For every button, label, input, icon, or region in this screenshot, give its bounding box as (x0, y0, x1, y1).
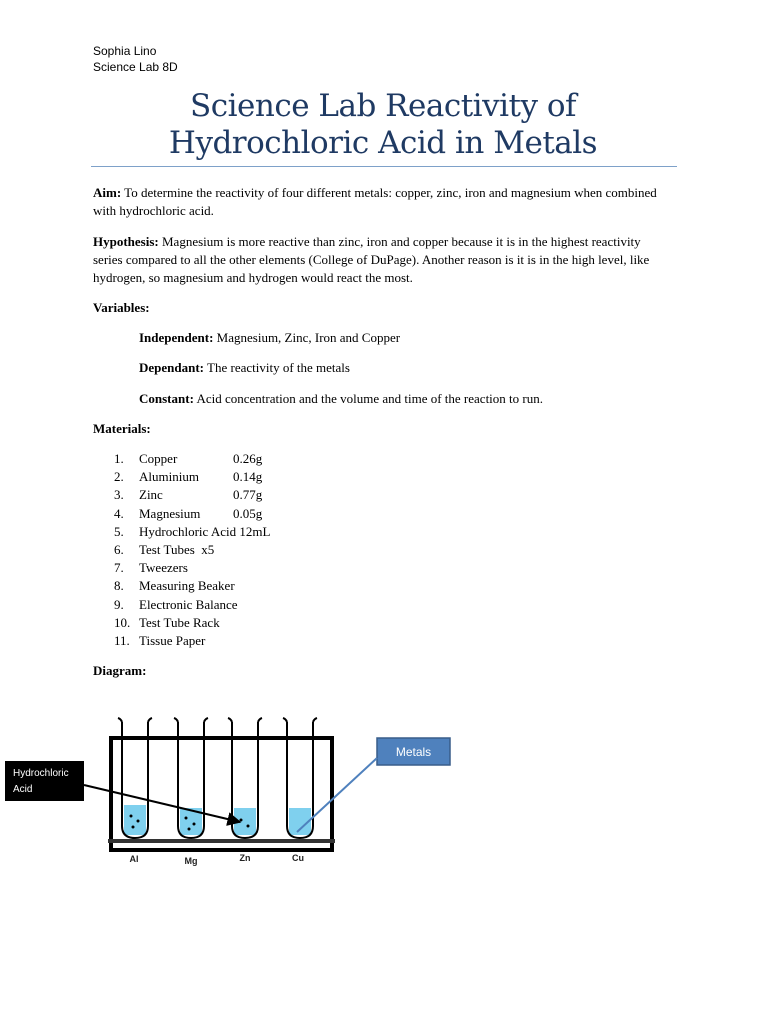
metals-pointer-line (297, 758, 377, 832)
list-item (114, 505, 262, 523)
list-item (114, 450, 262, 468)
metals-label: Metals (395, 745, 432, 759)
title-divider (91, 166, 677, 167)
item-number: 10. (114, 614, 131, 630)
item-number: 11. (114, 633, 130, 649)
list-item (114, 541, 262, 559)
item-number: 6. (114, 542, 124, 558)
aim-paragraph (93, 184, 673, 220)
list-item (114, 577, 262, 595)
item-number: 1. (114, 451, 124, 466)
hypothesis-paragraph (93, 233, 673, 287)
constant-text: Acid concentration and the volume and time of the reaction to run. (193, 391, 543, 406)
constant-label: Constant: (139, 391, 194, 406)
tube-label-cu: Cu (292, 853, 304, 863)
item-quantity: 0.05g (233, 505, 263, 521)
acid-arrow (84, 785, 240, 822)
item-number: 5. (114, 523, 124, 539)
item-name: Magnesium (139, 505, 201, 521)
list-item (114, 523, 271, 541)
item-number: 2. (114, 469, 124, 485)
independent-label: Independent: (139, 330, 214, 345)
metals-callout (297, 738, 450, 832)
tube-label-mg: Mg (184, 856, 198, 866)
list-item (114, 614, 262, 632)
independent-text: Magnesium, Zinc, Iron and Copper (213, 330, 401, 345)
hypothesis-label: Hypothesis: (93, 234, 159, 249)
item-quantity: 0.14g (233, 469, 263, 485)
list-item (114, 559, 262, 577)
document-title: Science Lab Reactivity of Hydrochloric Acid in Metals (168, 88, 598, 161)
list-item (114, 486, 262, 504)
constant-variable (139, 391, 543, 407)
item-number: 9. (114, 596, 124, 612)
item-name: Hydrochloric Acid 12mL (139, 523, 271, 539)
list-item (114, 596, 262, 614)
item-number: 7. (114, 560, 124, 576)
diagram-heading: Diagram: (93, 663, 147, 678)
item-name: Aluminium (139, 469, 199, 485)
item-quantity: 0.77g (233, 487, 263, 503)
author-name: Sophia Lino (93, 44, 157, 58)
tube-label-zn: Zn (239, 853, 251, 863)
dependant-variable (139, 360, 350, 376)
item-quantity: 0.26g (233, 451, 263, 466)
tube-label-al: Al (129, 854, 139, 864)
author-block (93, 43, 178, 75)
independent-variable (139, 330, 400, 346)
item-name: Electronic Balance (139, 596, 238, 612)
hypothesis-text: Magnesium is more reactive than zinc, iron and copper because it is in the highest reactivity series compared to all the other elements (College of DuPage). Another reason is it is in the high level, like hydrogen, so magnesium and hydrogen would react the most. (93, 234, 650, 285)
test-tube-diagram (0, 690, 768, 890)
materials-heading: Materials: (93, 421, 151, 436)
list-item (114, 632, 262, 650)
aim-label: Aim: (93, 185, 122, 200)
item-name: Zinc (139, 487, 163, 503)
acid-label-box (5, 761, 84, 801)
item-number: 8. (114, 578, 124, 594)
list-item (114, 468, 262, 486)
acid-label-line1: Hydrochloric (13, 768, 69, 779)
variables-heading: Variables: (93, 300, 150, 315)
class-name: Science Lab 8D (93, 60, 178, 74)
item-name: Measuring Beaker (139, 578, 235, 594)
dependant-label: Dependant: (139, 360, 205, 375)
item-name: Test Tubes x5 (139, 542, 215, 558)
item-name: Tweezers (139, 560, 188, 576)
dependant-text: The reactivity of the metals (204, 360, 350, 375)
item-number: 3. (114, 487, 124, 503)
item-number: 4. (114, 505, 124, 521)
aim-text: To determine the reactivity of four different metals: copper, zinc, iron and magnesium when combined with hydrochloric acid. (93, 185, 657, 218)
item-name: Tissue Paper (139, 633, 206, 649)
acid-label-line2: Acid (13, 784, 33, 795)
item-name: Copper (139, 451, 178, 466)
item-name: Test Tube Rack (139, 614, 220, 630)
materials-list (114, 450, 271, 650)
